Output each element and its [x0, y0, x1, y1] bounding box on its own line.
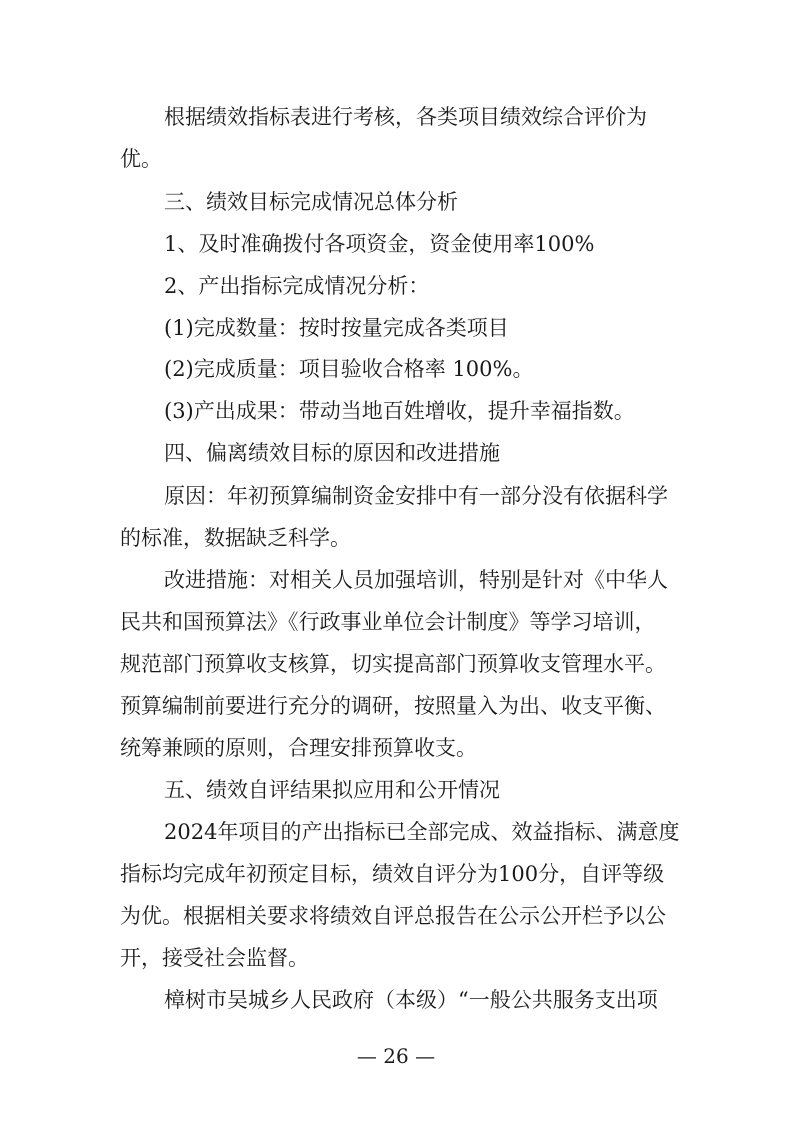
page-number: — 26 — [356, 1044, 436, 1068]
section-heading: 五、绩效自评结果拟应用和公开情况 [164, 778, 500, 802]
paragraph-line: 2024年项目的产出指标已全部完成、效益指标、满意度 [164, 820, 680, 844]
paragraph-line: 预算编制前要进行充分的调研，按照量入为出、收支平衡、 [120, 694, 666, 718]
paragraph-line: 指标均完成年初预定目标，绩效自评分为100分，自评等级 [120, 862, 665, 886]
paragraph-line: 的标准，数据缺乏科学。 [120, 526, 351, 550]
list-item: (2)完成质量：项目验收合格率 100%。 [164, 357, 534, 381]
paragraph-line: 2、产出指标完成情况分析： [164, 274, 430, 298]
paragraph-line: 民共和国预算法》《行政事业单位会计制度》等学习培训， [120, 610, 656, 634]
paragraph-line: 统筹兼顾的原则，合理安排预算收支。 [120, 736, 477, 760]
paragraph-line: 为优。根据相关要求将绩效自评总报告在公示公开栏予以公 [120, 904, 666, 928]
section-heading: 四、偏离绩效目标的原因和改进措施 [164, 441, 500, 465]
paragraph-line: 根据绩效指标表进行考核，各类项目绩效综合评价为 [164, 105, 647, 129]
paragraph-line: 原因：年初预算编制资金安排中有一部分没有依据科学 [164, 484, 668, 508]
paragraph-line: 改进措施：对相关人员加强培训，特别是针对《中华人 [164, 568, 668, 592]
paragraph-line: 优。 [120, 147, 162, 171]
paragraph-line: 规范部门预算收支核算，切实提高部门预算收支管理水平。 [120, 652, 666, 676]
list-item: (1)完成数量：按时按量完成各类项目 [164, 316, 509, 340]
section-heading: 三、绩效目标完成情况总体分析 [164, 190, 458, 214]
list-item: (3)产出成果：带动当地百姓增收，提升幸福指数。 [164, 399, 635, 423]
paragraph-line: 樟树市吴城乡人民政府（本级）“一般公共服务支出项 [164, 988, 658, 1012]
paragraph-line: 1、及时准确拨付各项资金，资金使用率100% [164, 232, 595, 256]
paragraph-line: 开，接受社会监督。 [120, 946, 309, 970]
